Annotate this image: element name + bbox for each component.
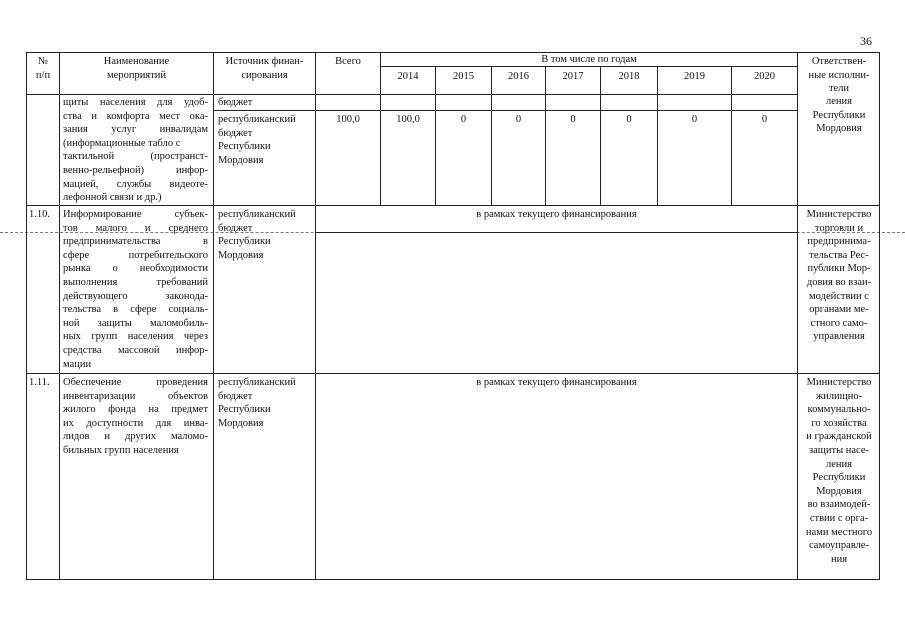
row-1-10-source: республиканский бюджет Республики Мордовия (218, 209, 296, 261)
row-continued-2016: 0 (515, 114, 522, 125)
header-year-2015: 2015 (453, 71, 474, 82)
row-1-10-financing: в рамках текущего финансирования (476, 209, 637, 220)
header-year-2018: 2018 (618, 71, 640, 82)
header-source: Источник финан- сирования (225, 56, 304, 81)
row-continued-2017: 0 (570, 114, 576, 125)
row-continued-source-top: бюджет (218, 97, 253, 108)
row-1-10-num: 1.10. (29, 209, 50, 220)
header-responsible: Ответствен- ные исполни- тели (808, 56, 870, 95)
header-year-2019: 2019 (684, 71, 705, 82)
page-number: 36 (860, 34, 872, 48)
header-year-2017: 2017 (562, 71, 584, 82)
row-1-11-financing: в рамках текущего финансирования (476, 377, 637, 388)
row-1-11-num: 1.11. (29, 377, 50, 388)
header-name: Наименование мероприятий (103, 56, 170, 81)
header-num: № п/п (35, 56, 51, 81)
row-1-11-source: республиканский бюджет Республики Мордовия (218, 377, 296, 429)
row-1-10-name: Информирование субъек- тов малого и среднего предпринимательства в сфере потребительского рынка о необходимости выполнения требований действующего законода- тельства в сфере социаль- ной защиты маломобиль- ных групп населения через средства массовой инфор- мации (63, 209, 208, 370)
row-continued-name: щиты населения для удоб- ства и комфорта мест ока- зания услуг инвалидам (информационные табло с тактильной (пространст- венно-рельефной) инфор- мацией, службы видеоте- лефонной связи и др.) (63, 97, 208, 204)
header-year-2016: 2016 (508, 71, 529, 82)
header-years-group: В том числе по годам (541, 54, 637, 65)
row-1-10-responsible: Министерство торговли и предпринима- тельства Рес- публики Мор- довия во взаи- модействии с органами ме- стного само- управления (806, 209, 872, 343)
row-continued-2019: 0 (691, 114, 698, 125)
row-continued-total: 100,0 (336, 114, 360, 125)
header-year-2020: 2020 (754, 71, 775, 82)
row-continued-2020: 0 (761, 114, 768, 125)
row-continued-source: республиканский бюджет Республики Мордовия (218, 114, 296, 166)
row-1-11-name: Обеспечение проведения инвентаризации объектов жилого фонда на предмет их доступности для инва- лидов и других маломо- бильных групп населения (63, 377, 208, 456)
header-total: Всего (335, 56, 361, 67)
row-continued-responsible: ления Республики Мордовия (812, 96, 866, 135)
row-continued-2014: 100,0 (396, 114, 420, 125)
row-1-11-responsible: Министерство жилищно- коммунально- го хозяйства и гражданской защиты насе- ления Республики Мордовия во взаимодей- ствии с орга- нами местного самоуправле- ния (805, 377, 873, 565)
row-continued-2018: 0 (626, 114, 632, 125)
row-continued-2015: 0 (460, 114, 467, 125)
header-year-2014: 2014 (397, 71, 419, 82)
